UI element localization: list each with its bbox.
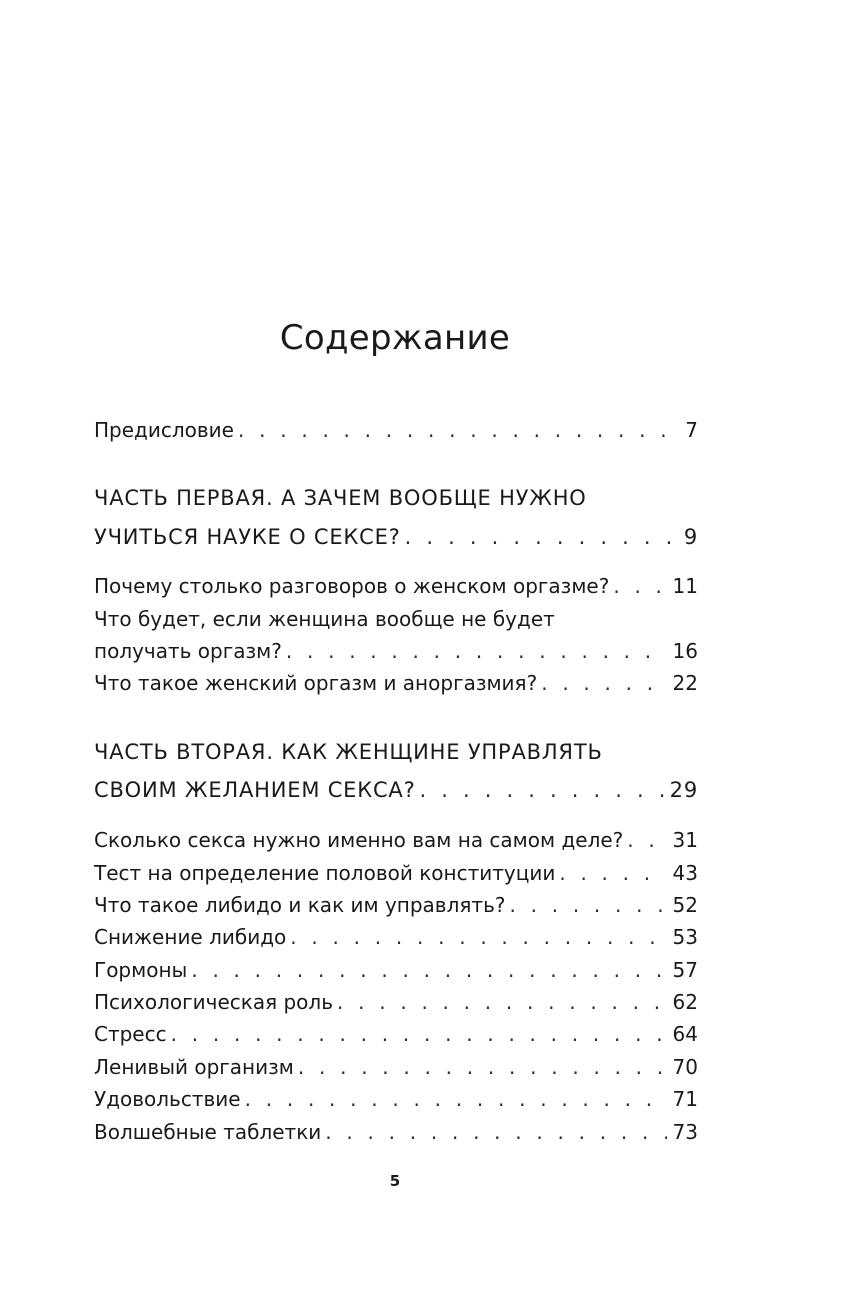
toc-entry-label: Психологическая роль xyxy=(94,990,333,1014)
dot-leader xyxy=(627,824,666,856)
toc-entry-page: 31 xyxy=(672,828,698,852)
dot-leader xyxy=(337,986,667,1018)
toc-entry[interactable] xyxy=(94,986,698,1018)
toc-entry[interactable] xyxy=(94,1116,698,1148)
dot-leader xyxy=(298,1051,667,1083)
toc-entry-label-line[interactable]: Что будет, если женщина вообще не будет xyxy=(94,607,555,631)
toc-entry-label: Почему столько разговоров о женском оргазме? xyxy=(94,574,610,598)
toc-entry-label: Гормоны xyxy=(94,958,188,982)
toc-entry-page: 9 xyxy=(683,525,698,549)
dot-leader xyxy=(559,857,666,889)
toc-entry-page: 52 xyxy=(672,893,698,917)
toc-entry[interactable] xyxy=(94,857,698,889)
toc-entry[interactable] xyxy=(94,570,698,602)
toc-entry-label: Ленивый организм xyxy=(94,1055,294,1079)
toc-entry-label: УЧИТЬСЯ НАУКЕ О СЕКСЕ? xyxy=(94,525,401,549)
toc-entry[interactable] xyxy=(94,889,698,921)
dot-leader xyxy=(613,570,666,602)
dot-leader xyxy=(245,1083,667,1115)
toc-entry-label: Тест на определение половой конституции xyxy=(94,861,556,885)
toc-entry-label: Стресс xyxy=(94,1022,167,1046)
page-number: 5 xyxy=(389,1172,401,1190)
toc-entry-label: СВОИМ ЖЕЛАНИЕМ СЕКСА? xyxy=(94,778,416,802)
toc-entry-label: Снижение либидо xyxy=(94,925,287,949)
page-title: Содержание xyxy=(279,318,511,358)
toc-entry-label: получать оргазм? xyxy=(94,639,282,663)
toc-entry[interactable] xyxy=(94,954,698,986)
toc-entry-page: 22 xyxy=(672,671,698,695)
dot-leader xyxy=(509,889,666,921)
toc-entry-part-1[interactable] xyxy=(94,519,698,555)
dot-leader xyxy=(171,1018,667,1050)
toc-entry-label: Предисловие xyxy=(94,418,234,442)
toc-entry-page: 43 xyxy=(672,861,698,885)
toc-entry[interactable] xyxy=(94,921,698,953)
toc-entry[interactable] xyxy=(94,1051,698,1083)
toc-entry-page: 73 xyxy=(672,1120,698,1144)
toc-entry[interactable] xyxy=(94,635,698,667)
dot-leader xyxy=(238,414,670,446)
toc-entry-page: 70 xyxy=(672,1055,698,1079)
toc-entry-page: 64 xyxy=(672,1022,698,1046)
toc-entry-page: 16 xyxy=(672,639,698,663)
toc-entry-page: 29 xyxy=(669,778,698,802)
toc-entry-page: 71 xyxy=(672,1087,698,1111)
part-heading-line[interactable]: ЧАСТЬ ПЕРВАЯ. А ЗАЧЕМ ВООБЩЕ НУЖНО xyxy=(94,486,587,510)
dot-leader xyxy=(286,635,667,667)
toc-entry-page: 62 xyxy=(672,990,698,1014)
toc-entry[interactable] xyxy=(94,824,698,856)
part-heading-line[interactable]: ЧАСТЬ ВТОРАЯ. КАК ЖЕНЩИНЕ УПРАВЛЯТЬ xyxy=(94,740,603,764)
toc-entry[interactable] xyxy=(94,1083,698,1115)
toc-entry-label: Что такое либидо и как им управлять? xyxy=(94,893,506,917)
toc-entry[interactable] xyxy=(94,1018,698,1050)
toc-entry-page: 7 xyxy=(685,418,698,442)
toc-entry-part-2[interactable] xyxy=(94,772,698,808)
dot-leader xyxy=(420,772,664,808)
dot-leader xyxy=(325,1116,666,1148)
dot-leader xyxy=(191,954,666,986)
dot-leader xyxy=(290,921,666,953)
dot-leader xyxy=(541,667,666,699)
toc-entry-label: Сколько секса нужно именно вам на самом деле? xyxy=(94,828,624,852)
toc-entry-preface[interactable] xyxy=(94,414,698,446)
toc-entry[interactable] xyxy=(94,667,698,699)
toc-entry-page: 53 xyxy=(672,925,698,949)
toc-entry-label: Что такое женский оргазм и аноргазмия? xyxy=(94,671,538,695)
toc-entry-label: Удовольствие xyxy=(94,1087,241,1111)
toc-entry-page: 11 xyxy=(672,574,698,598)
toc-entry-label: Волшебные таблетки xyxy=(94,1120,322,1144)
dot-leader xyxy=(405,519,670,555)
toc-entry-page: 57 xyxy=(672,958,698,982)
